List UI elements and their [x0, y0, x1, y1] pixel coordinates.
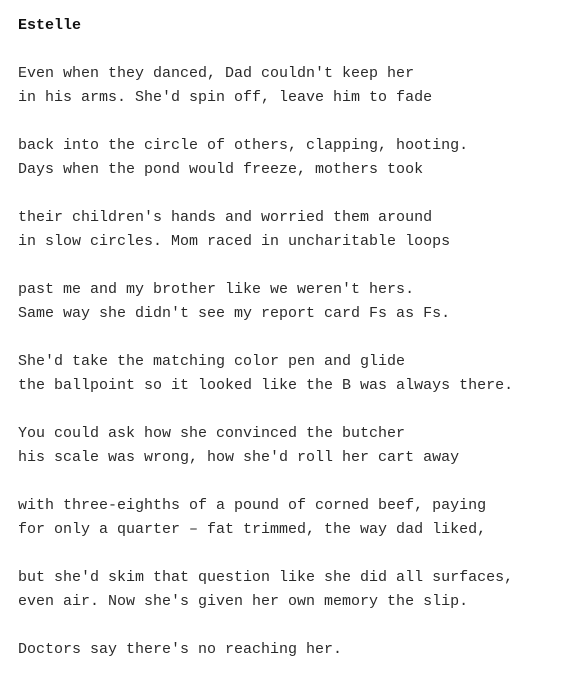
poem-line: back into the circle of others, clapping, hooting.	[18, 137, 469, 154]
poem-line: their children's hands and worried them around	[18, 209, 433, 226]
poem	[18, 14, 513, 662]
poem-line: Even when they danced, Dad couldn't keep her	[18, 65, 415, 82]
poem-line: past me and my brother like we weren't hers.	[18, 281, 415, 298]
poem-line: in his arms. She'd spin off, leave him to fade	[18, 89, 433, 106]
stanza	[18, 638, 513, 662]
stanza	[18, 278, 513, 326]
poem-title: Estelle	[18, 17, 82, 34]
stanza	[18, 494, 513, 542]
poem-line: the ballpoint so it looked like the B was always there.	[18, 377, 514, 394]
poem-line: Doctors say there's no reaching her.	[18, 641, 343, 658]
poem-line: his scale was wrong, how she'd roll her cart away	[18, 449, 460, 466]
poem-line: with three-eighths of a pound of corned beef, paying	[18, 497, 487, 514]
poem-line: You could ask how she convinced the butcher	[18, 425, 406, 442]
stanza	[18, 62, 513, 110]
stanza	[18, 134, 513, 182]
poem-line: for only a quarter – fat trimmed, the way dad liked,	[18, 521, 487, 538]
poem-line: even air. Now she's given her own memory the slip.	[18, 593, 469, 610]
stanza	[18, 422, 513, 470]
poem-line: in slow circles. Mom raced in uncharitable loops	[18, 233, 451, 250]
stanza	[18, 206, 513, 254]
stanza	[18, 566, 513, 614]
stanza	[18, 350, 513, 398]
poem-line: Days when the pond would freeze, mothers took	[18, 161, 424, 178]
poem-line: Same way she didn't see my report card Fs as Fs.	[18, 305, 451, 322]
poem-line: She'd take the matching color pen and glide	[18, 353, 406, 370]
poem-line: but she'd skim that question like she did all surfaces,	[18, 569, 514, 586]
